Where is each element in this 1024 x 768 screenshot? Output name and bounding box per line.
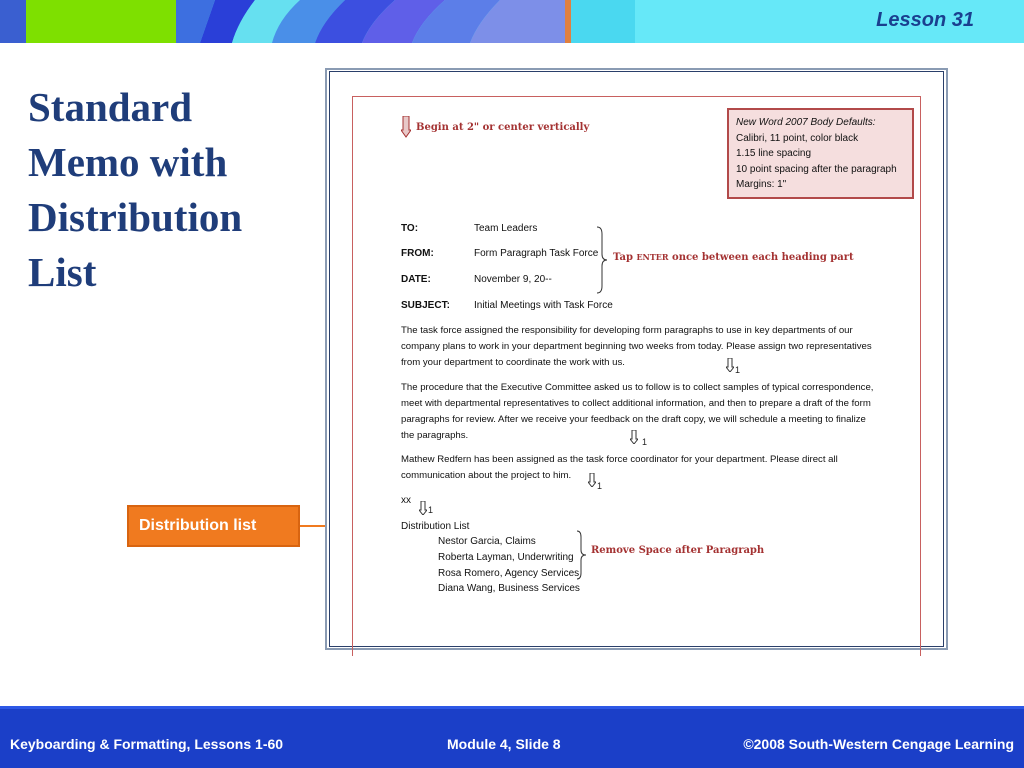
defaults-line: 1.15 line spacing xyxy=(736,148,812,159)
down-arrow-icon xyxy=(630,430,638,444)
memo-paragraph: The procedure that the Executive Committee asked us to follow is to collect samples of typical correspondence, meet with departmental representatives to collect additional information, and then to prepare a draft of the form paragraphs for review. After we receive your feedback on the draft copy, we will schedule a meeting to finalize the paragraphs. xyxy=(401,382,874,441)
remove-space-note: Remove Space after Paragraph xyxy=(591,545,765,556)
heading-value: Initial Meetings with Task Force xyxy=(474,300,613,311)
footer-course: Keyboarding & Formatting, Lessons 1-60 xyxy=(10,736,284,752)
heading-label: TO: xyxy=(401,223,419,234)
heading-label: SUBJECT: xyxy=(401,300,450,311)
distribution-brace-icon xyxy=(576,530,587,580)
defaults-line: 10 point spacing after the paragraph xyxy=(736,163,897,175)
defaults-line: Margins: 1" xyxy=(736,179,787,190)
heading-brace-icon xyxy=(596,226,608,294)
banner-decoration xyxy=(0,0,1024,43)
down-arrow-icon xyxy=(588,473,596,487)
slide-title-line: Distribution xyxy=(28,194,243,240)
footer-copyright: ©2008 South-Western Cengage Learning xyxy=(743,736,1014,752)
heading-value: Form Paragraph Task Force xyxy=(474,248,599,259)
reference-initials: xx xyxy=(401,495,411,506)
down-arrow-icon xyxy=(419,501,427,515)
top-banner xyxy=(0,0,1024,43)
heading-label: FROM: xyxy=(401,248,434,259)
word-defaults-box xyxy=(727,108,914,199)
down-arrow-icon xyxy=(401,116,411,138)
defaults-line: Calibri, 11 point, color black xyxy=(736,132,859,144)
memo-paragraph: Mathew Redfern has been assigned as the task force coordinator for your department. Please direct all communication about the project to him. xyxy=(401,454,838,481)
slide-title-line: Memo with xyxy=(28,139,228,185)
distribution-name: Nestor Garcia, Claims xyxy=(438,536,536,547)
footer-slide-number: Module 4, Slide 8 xyxy=(447,736,561,752)
defaults-title: New Word 2007 Body Defaults: xyxy=(736,117,876,128)
line-mark: 1 xyxy=(642,437,648,447)
line-mark: 1 xyxy=(428,505,434,515)
begin-position-note: Begin at 2" or center vertically xyxy=(416,122,590,133)
distribution-list-label: Distribution List xyxy=(401,521,470,532)
tap-enter-note: Tap ENTER once between each heading part xyxy=(613,252,854,263)
heading-label: DATE: xyxy=(401,274,431,285)
slide-title-line: List xyxy=(28,249,97,295)
heading-value: November 9, 20-- xyxy=(474,274,552,285)
distribution-name: Diana Wang, Business Services xyxy=(438,583,580,594)
lesson-number: Lesson 31 xyxy=(876,9,974,31)
footer-bar xyxy=(0,706,1024,768)
slide-title xyxy=(28,80,308,300)
slide-title-line: Standard xyxy=(28,84,193,130)
line-mark: 1 xyxy=(597,481,603,491)
down-arrow-icon xyxy=(726,358,734,372)
distribution-name: Rosa Romero, Agency Services xyxy=(438,568,580,579)
distribution-list-callout: Distribution list xyxy=(127,505,300,547)
distribution-name: Roberta Layman, Underwriting xyxy=(438,552,574,563)
memo-paragraph: The task force assigned the responsibility for developing form paragraphs to use in key departments of our company plans to work in your department beginning two weeks from today. Please assign two representatives from your department to coordinate the work with us. xyxy=(401,325,872,368)
heading-value: Team Leaders xyxy=(474,223,538,234)
line-mark: 1 xyxy=(735,365,741,375)
